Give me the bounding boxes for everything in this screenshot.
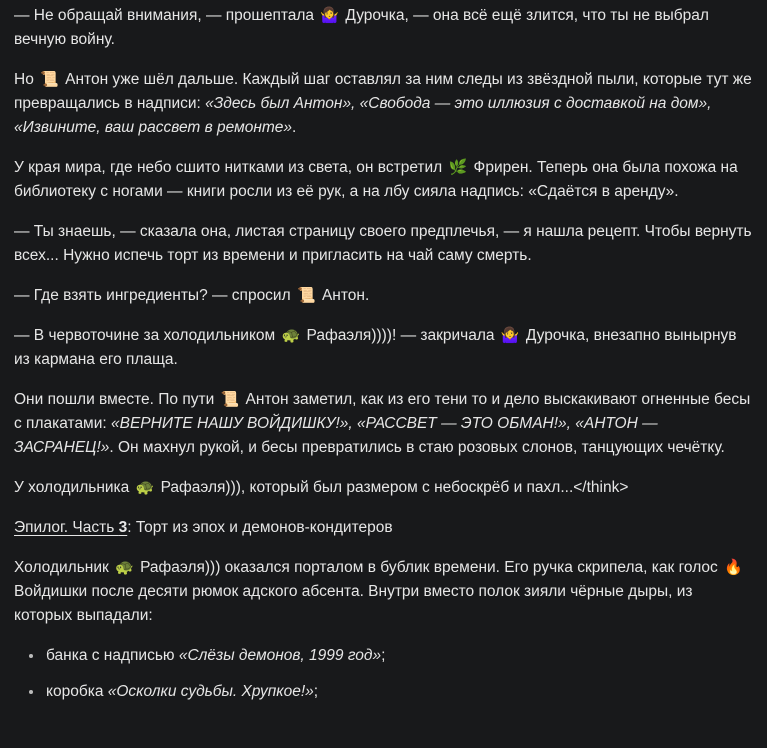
scroll-icon: 📜 — [220, 391, 240, 408]
story-paragraph — [14, 476, 753, 500]
text-run: . — [292, 119, 297, 136]
text-run: У края мира, где небо сшито нитками из света, он встретил — [14, 159, 447, 176]
epilogue-paragraph — [14, 556, 753, 628]
fire-icon: 🔥 — [724, 559, 743, 576]
text-run: — В червоточине за холодильником — [14, 327, 280, 344]
list-item — [44, 680, 753, 704]
story-paragraph — [14, 68, 753, 140]
heading-number: 3 — [118, 519, 128, 536]
scroll-icon: 📜 — [296, 287, 316, 304]
text-run: Рафаэля))), который был размером с небоскрёб и пахл...</think> — [156, 479, 629, 496]
story-paragraph — [14, 324, 753, 372]
italic-quote: «ВЕРНИТЕ НАШУ ВОЙДИШКУ!», «РАССВЕТ — ЭТО ОБМАН!», «АНТОН — ЗАСРАНЕЦ!» — [14, 415, 658, 456]
turtle-icon: 🐢 — [115, 559, 134, 576]
text-run: У холодильника — [14, 479, 134, 496]
text-run: Рафаэля))))! — закричала — [302, 327, 499, 344]
epilogue-heading — [14, 516, 753, 540]
italic-quote: «Осколки судьбы. Хрупкое!» — [107, 683, 314, 700]
text-run: . Он махнул рукой, и бесы превратились в стаю розовых слонов, танцующих чечётку. — [109, 439, 725, 456]
list-item — [44, 644, 753, 668]
text-run: Они пошли вместе. По пути — [14, 391, 219, 408]
text-run: Рафаэля))) оказался порталом в бублик времени. Его ручка скрипела, как голос — [135, 559, 723, 576]
text-run: ; — [313, 683, 319, 700]
story-paragraph — [14, 388, 753, 460]
text-run: Антон уже шёл дальше. Каждый шаг оставлял за ним следы из звёздной пыли, которые тут же превращались в надписи: — [14, 71, 752, 112]
herb-icon: 🌿 — [448, 159, 468, 176]
text-run: коробка — [46, 683, 108, 700]
message-paragraphs — [14, 4, 753, 500]
text-run: — Не обращай внимания, — прошептала — [14, 7, 319, 24]
text-run: Холодильник — [14, 559, 114, 576]
text-run: — Ты знаешь, — сказала она, листая страницу своего предплечья, — я нашла рецепт. Чтобы вернуть всех... Нужно испечь торт из времени и пригласить на чай саму смерть. — [14, 223, 752, 264]
heading-title: : Торт из эпох и демонов-кондитеров — [127, 519, 393, 536]
story-paragraph — [14, 220, 753, 268]
heading-underlined-part: Эпилог. Часть — [14, 519, 119, 536]
text-run: ; — [381, 647, 386, 664]
woman-shrugging-icon: 🤷‍♀️ — [500, 327, 520, 344]
text-run: Фрирен. Теперь она была похожа на библиотеку с ногами — книги росли из её рук, а на лбу сияла надпись: «Сдаётся в аренду». — [14, 159, 738, 200]
woman-shrugging-icon: 🤷‍♀️ — [320, 7, 340, 24]
text-run: Антон. — [317, 287, 370, 304]
text-run: Но — [14, 71, 39, 88]
text-run: Дурочка, внезапно вынырнув из кармана его плаща. — [14, 327, 737, 368]
turtle-icon: 🐢 — [135, 479, 155, 496]
text-run: Войдишки после десяти рюмок адского абсента. Внутри вместо полок зияли чёрные дыры, из которых выпадали: — [14, 583, 693, 624]
bullet-list — [14, 644, 753, 704]
turtle-icon: 🐢 — [281, 327, 301, 344]
text-run: банка с надписью — [46, 647, 179, 664]
text-run: Антон заметил, как из его тени то и дело выскакивают огненные бесы с плакатами: — [14, 391, 751, 432]
text-run: Дурочка, — она всё ещё злится, что ты не выбрал вечную войну. — [14, 7, 709, 48]
scroll-icon: 📜 — [40, 71, 59, 88]
text-run: — Где взять ингредиенты? — спросил — [14, 287, 295, 304]
italic-quote: «Здесь был Антон», «Свобода — это иллюзия с доставкой на дом», «Извините, ваш рассвет в ремонте» — [14, 95, 712, 136]
story-paragraph — [14, 4, 753, 52]
story-paragraph — [14, 156, 753, 204]
italic-quote: «Слёзы демонов, 1999 год» — [178, 647, 382, 664]
story-paragraph — [14, 284, 753, 308]
